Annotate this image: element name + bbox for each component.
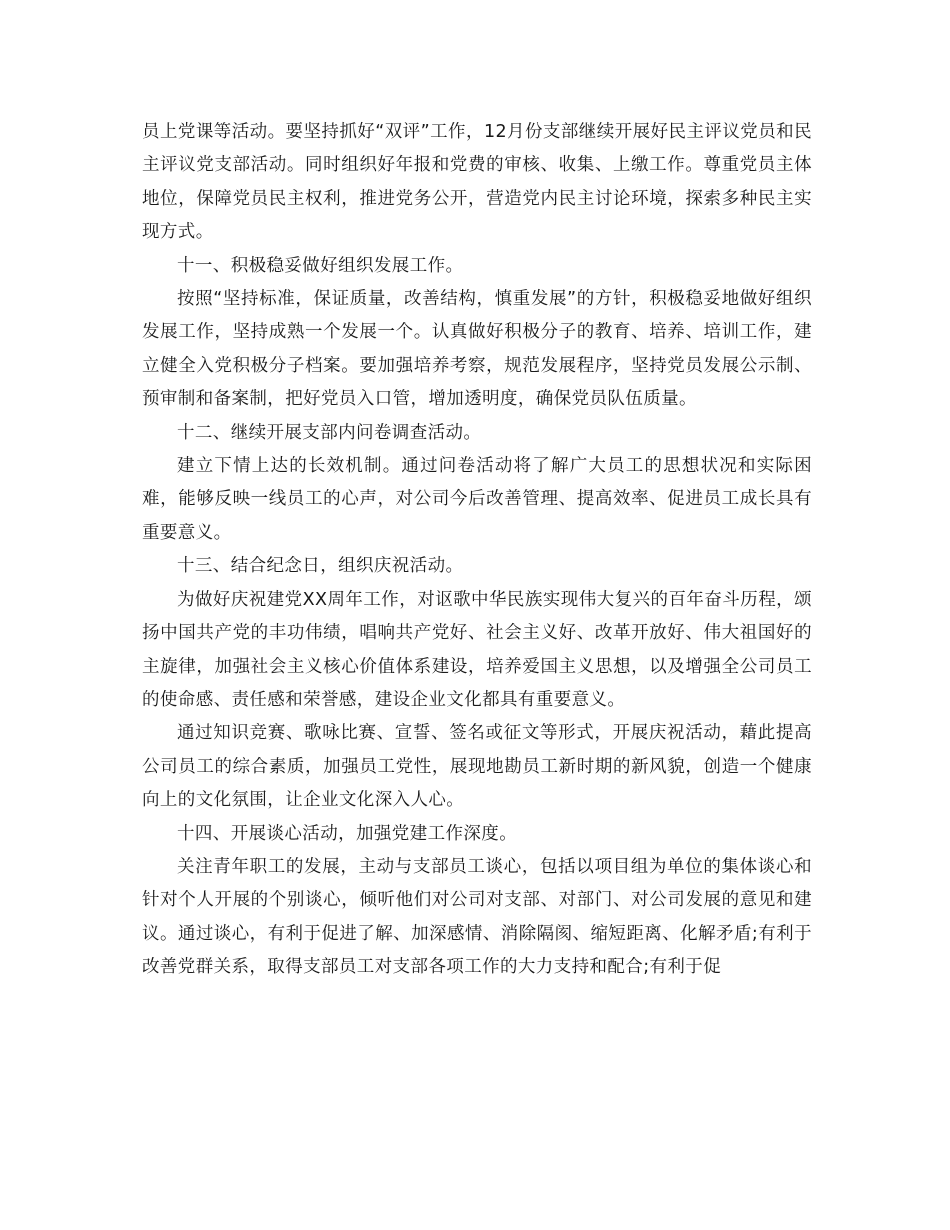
section-heading-13: 十三、结合纪念日，组织庆祝活动。 bbox=[177, 556, 464, 577]
paragraph-organization-development: 按照“坚持标准，保证质量，改善结构，慎重发展”的方针，积极稳妥地做好组织发展工作，坚持成熟一个发展一个。认真做好积极分子的教育、培养、培训工作，建立健全入党积极分子档案。要加强培养考察，规范发展程序，坚持党员发展公示制、预审制和备案制，把好党员入口管，增加透明度，确保党员队伍质量。 bbox=[142, 289, 812, 410]
section-heading-11: 十一、积极稳妥做好组织发展工作。 bbox=[177, 255, 464, 276]
section-heading-12: 十二、继续开展支部内问卷调查活动。 bbox=[177, 422, 482, 443]
paragraph-questionnaire: 建立下情上达的长效机制。通过问卷活动将了解广大员工的思想状况和实际困难，能够反映一线员工的心声，对公司今后改善管理、提高效率、促进员工成长具有重要意义。 bbox=[142, 456, 812, 543]
document-body bbox=[142, 116, 812, 985]
paragraph-celebration-activities: 通过知识竞赛、歌咏比赛、宣誓、签名或征文等形式，开展庆祝活动，藉此提高公司员工的综合素质，加强员工党性，展现地勘员工新时期的新风貌，创造一个健康向上的文化氛围，让企业文化深入人心。 bbox=[142, 723, 812, 811]
section-heading-14: 十四、开展谈心活动，加强党建工作深度。 bbox=[177, 823, 518, 844]
paragraph-continued: 员上党课等活动。要坚持抓好“双评”工作，12月份支部继续开展好民主评议党员和民主评议党支部活动。同时组织好年报和党费的审核、收集、上缴工作。尊重党员主体地位，保障党员民主权利，推进党务公开，营造党内民主讨论环境，探索多种民主实现方式。 bbox=[142, 122, 812, 243]
paragraph-heart-to-heart-talks: 关注青年职工的发展，主动与支部员工谈心，包括以项目组为单位的集体谈心和针对个人开展的个别谈心，倾听他们对公司对支部、对部门、对公司发展的意见和建议。通过谈心，有利于促进了解、加深感情、消除隔阂、缩短距离、化解矛盾;有利于改善党群关系，取得支部员工对支部各项工作的大力支持和配合;有利于促 bbox=[142, 856, 812, 978]
paragraph-anniversary: 为做好庆祝建党XX周年工作，对讴歌中华民族实现伟大复兴的百年奋斗历程，颂扬中国共产党的丰功伟绩，唱响共产党好、社会主义好、改革开放好、伟大祖国好的主旋律，加强社会主义核心价值体系建设，培养爱国主义思想，以及增强全公司员工的使命感、责任感和荣誉感，建设企业文化都具有重要意义。 bbox=[142, 589, 812, 710]
